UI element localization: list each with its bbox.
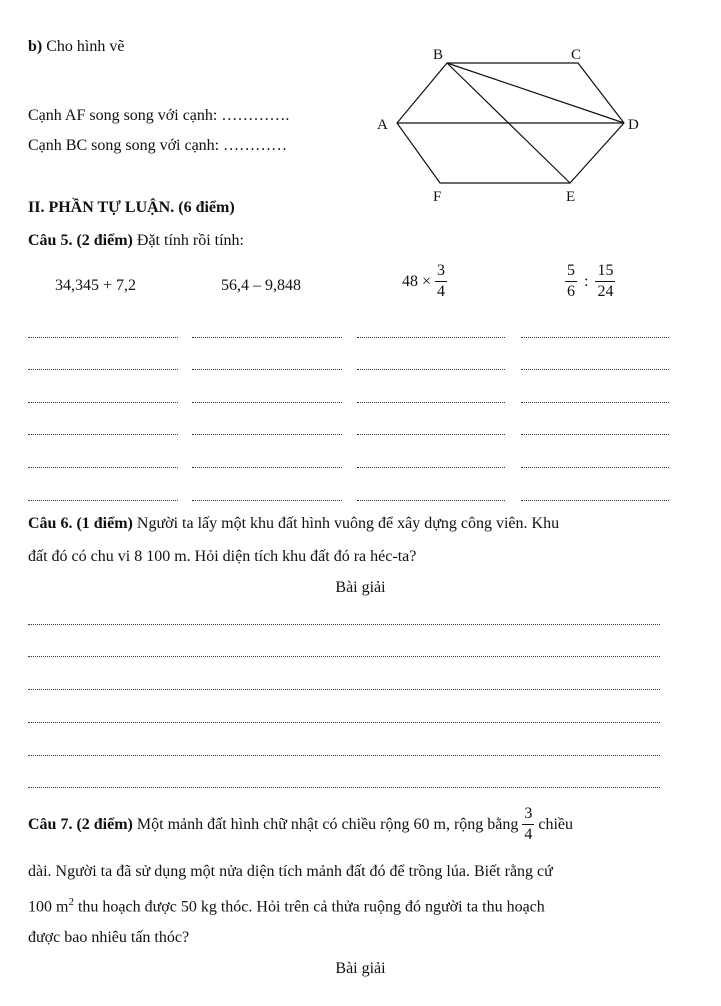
point-label-a: A xyxy=(377,117,388,133)
cau6-label: Câu 6. (1 điểm) xyxy=(28,515,133,532)
fraction-denominator: 24 xyxy=(597,283,614,301)
cau5-heading xyxy=(28,232,244,250)
part-b-heading xyxy=(28,38,124,56)
expression-3 xyxy=(402,262,447,302)
answer-line[interactable] xyxy=(28,402,178,403)
answer-line[interactable] xyxy=(28,467,178,468)
cau5-label: Câu 5. (2 điểm) xyxy=(28,232,133,249)
cau7-solution-title: Bài giải xyxy=(335,960,386,977)
cau7-line-1 xyxy=(28,805,573,845)
diagonal-bd xyxy=(447,63,624,123)
answer-line[interactable] xyxy=(521,500,669,501)
answer-line[interactable] xyxy=(192,369,342,370)
answer-line[interactable] xyxy=(357,337,505,338)
solution-line[interactable] xyxy=(28,656,660,657)
solution-line[interactable] xyxy=(28,624,660,625)
answer-line[interactable] xyxy=(521,434,669,435)
answer-line[interactable] xyxy=(521,467,669,468)
fraction-5-6 xyxy=(565,262,577,302)
solution-line[interactable] xyxy=(28,689,660,690)
cau7-text-3b: thu hoạch được 50 kg thóc. Hỏi trên cả thửa ruộng đó người ta thu hoạch xyxy=(77,898,545,916)
question-bc-parallel: Cạnh BC song song với cạnh: ………… xyxy=(28,137,288,154)
solution-line[interactable] xyxy=(28,787,660,788)
fraction-3-4 xyxy=(435,262,447,302)
answer-line[interactable] xyxy=(192,434,342,435)
fraction-denominator: 4 xyxy=(524,826,533,844)
cau7-text-3a: 100 m xyxy=(28,898,69,916)
answer-line[interactable] xyxy=(192,467,342,468)
answer-line[interactable] xyxy=(357,467,505,468)
fraction-numerator: 5 xyxy=(565,262,577,282)
part-b-label: b) xyxy=(28,38,43,55)
answer-line[interactable] xyxy=(192,402,342,403)
point-label-e: E xyxy=(566,189,576,205)
cau6-solution-title: Bài giải xyxy=(335,579,386,596)
answer-line[interactable] xyxy=(192,337,342,338)
cau7-line-2: dài. Người ta đã sử dụng một nửa diện tích mảnh đất đó để trồng lúa. Biết rằng cứ xyxy=(28,863,553,880)
fraction-denominator: 6 xyxy=(567,283,575,301)
answer-line[interactable] xyxy=(357,434,505,435)
division-sign: : xyxy=(584,272,589,290)
answer-line[interactable] xyxy=(357,500,505,501)
expression-1: 34,345 + 7,2 xyxy=(55,277,137,294)
point-label-b: B xyxy=(433,47,444,63)
expression-3-prefix: 48 × xyxy=(402,272,432,290)
cau5-text: Đặt tính rồi tính: xyxy=(136,232,244,249)
solution-line[interactable] xyxy=(28,722,660,723)
fraction-denominator: 4 xyxy=(437,283,446,301)
section-title: II. PHẦN TỰ LUẬN. (6 điểm) xyxy=(28,199,235,216)
superscript-2: 2 xyxy=(68,896,74,908)
cau7-text-1-end: chiều xyxy=(538,815,574,833)
cau7-line-4: được bao nhiêu tấn thóc? xyxy=(28,929,190,946)
answer-line[interactable] xyxy=(521,337,669,338)
answer-line[interactable] xyxy=(357,369,505,370)
answer-line[interactable] xyxy=(521,369,669,370)
point-label-c: C xyxy=(571,47,582,63)
answer-line[interactable] xyxy=(521,402,669,403)
fraction-numerator: 3 xyxy=(435,262,447,282)
expression-4 xyxy=(565,262,615,302)
cau6-line-1 xyxy=(28,515,559,533)
fraction-numerator: 15 xyxy=(595,262,615,282)
answer-line[interactable] xyxy=(28,369,178,370)
answer-line[interactable] xyxy=(28,500,178,501)
answer-line[interactable] xyxy=(28,434,178,435)
cau7-line-3 xyxy=(28,896,545,916)
point-label-d: D xyxy=(628,117,639,133)
solution-line[interactable] xyxy=(28,755,660,756)
expression-2: 56,4 – 9,848 xyxy=(221,277,301,294)
cau7-text-1: Một mảnh đất hình chữ nhật có chiều rộng 60 m, rộng bằng xyxy=(136,815,519,833)
fraction-15-24 xyxy=(595,262,615,302)
answer-line[interactable] xyxy=(357,402,505,403)
fraction-numerator: 3 xyxy=(522,805,534,825)
question-af-parallel: Cạnh AF song song với cạnh: …………. xyxy=(28,107,290,124)
cau6-line-2: đất đó có chu vi 8 100 m. Hỏi diện tích khu đất đó ra héc-ta? xyxy=(28,548,417,565)
point-label-f: F xyxy=(433,189,442,205)
hexagon-figure xyxy=(370,40,650,210)
cau7-label: Câu 7. (2 điểm) xyxy=(28,815,133,833)
cau6-text-1: Người ta lấy một khu đất hình vuông để xây dựng công viên. Khu xyxy=(136,515,560,532)
answer-line[interactable] xyxy=(28,337,178,338)
part-b-text: Cho hình vẽ xyxy=(46,38,125,55)
fraction-3-4-cau7 xyxy=(522,805,534,845)
answer-line[interactable] xyxy=(192,500,342,501)
